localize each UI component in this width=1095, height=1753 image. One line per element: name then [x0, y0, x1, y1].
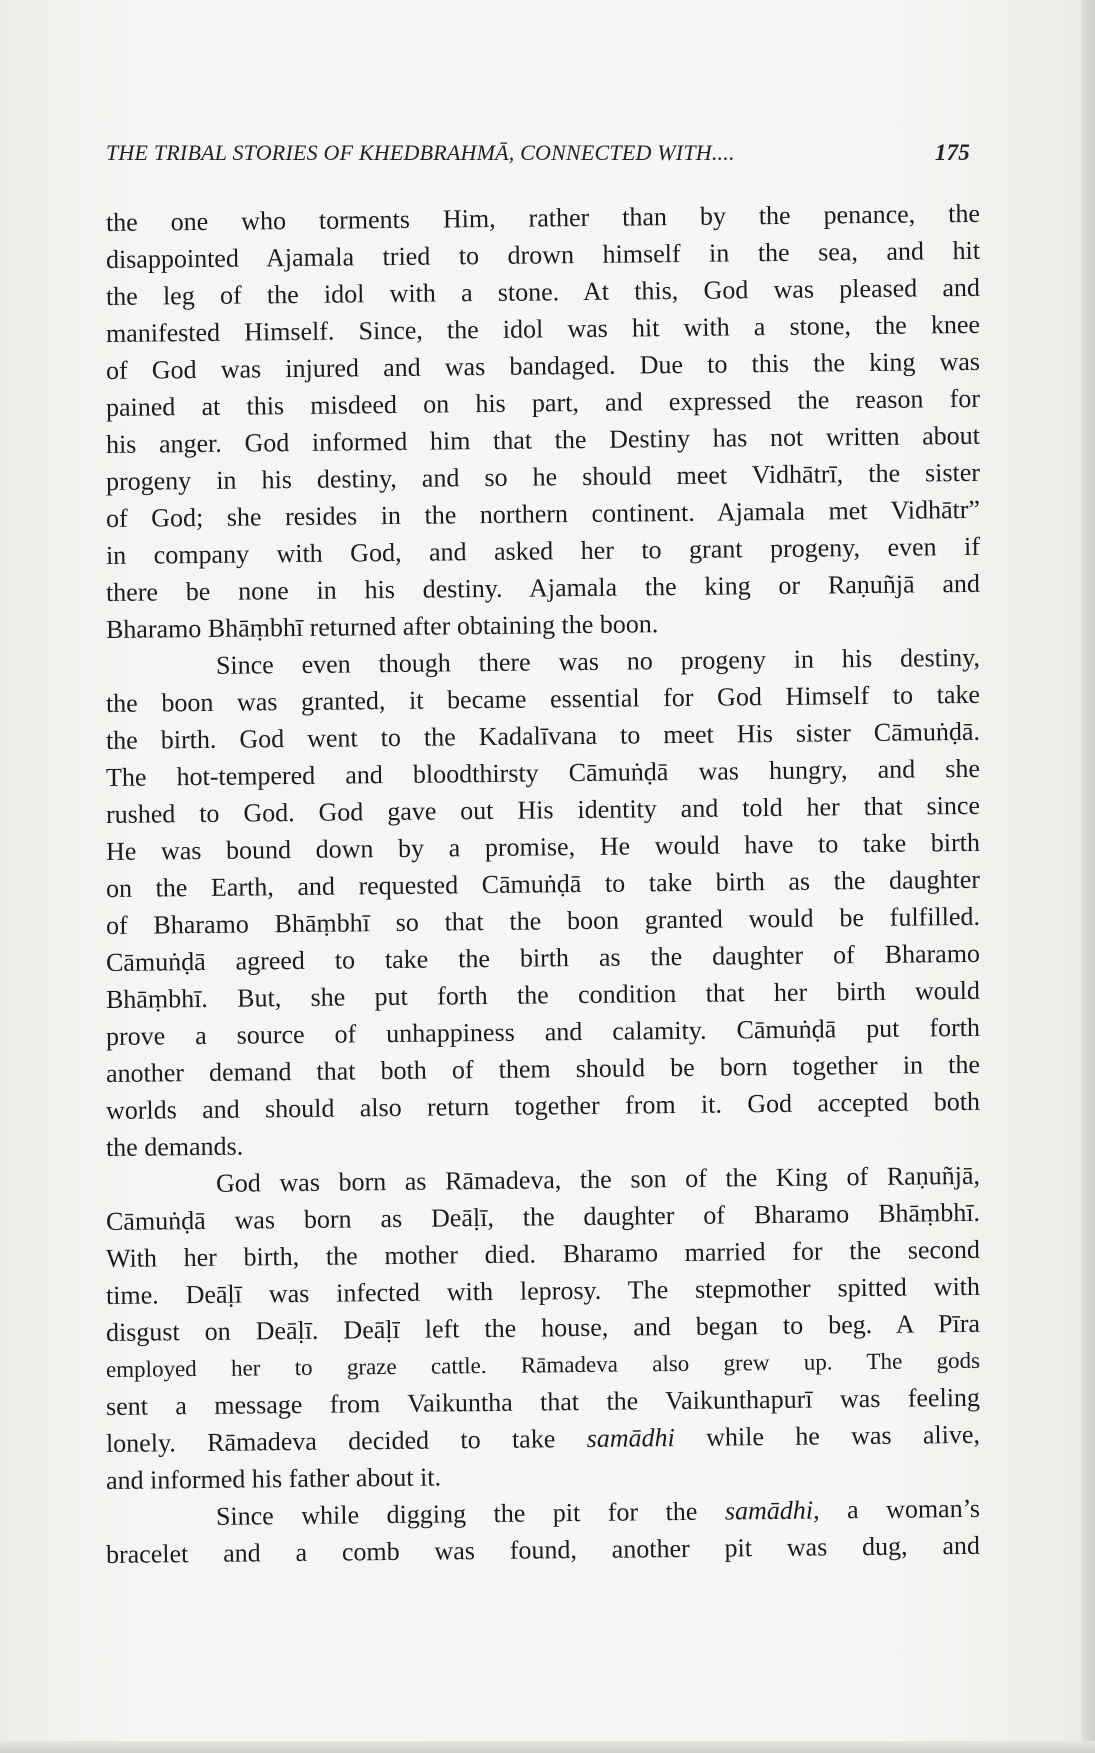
- text-line: another demand that both of them should be born together in the: [105, 1049, 981, 1088]
- text-run: Since while digging the pit for the: [215, 1496, 726, 1531]
- text-line: the one who torments Him, rather than by the penance, the: [105, 198, 981, 237]
- text-run: lonely. Rāmadeva decided to take: [105, 1423, 587, 1458]
- text-line: of God was injured and was bandaged. Due to this the king was: [105, 346, 981, 385]
- text-line: The hot-tempered and bloodthirsty Cāmuṅḍā was hungry, and she: [105, 753, 981, 792]
- text-line: Cāmuṅḍā was born as Deāḷī, the daughter of Bharamo Bhāṃbhī.: [105, 1197, 981, 1236]
- text-line: progeny in his destiny, and so he should meet Vidhātrī, the sister: [105, 457, 981, 496]
- text-run: a woman’s: [819, 1493, 981, 1525]
- text-line: prove a source of unhappiness and calamity. Cāmuṅḍā put forth: [105, 1012, 981, 1051]
- text-line: the birth. God went to the Kadalīvana to meet His sister Cāmuṅḍā.: [105, 716, 981, 755]
- running-head-title: THE TRIBAL STORIES OF KHEDBRAHMĀ, CONNECTED WITH....: [106, 140, 735, 165]
- italic-term: samādhi: [586, 1423, 675, 1453]
- text-run: while he was alive,: [674, 1419, 981, 1453]
- page-number: 175: [934, 140, 970, 165]
- page-edge-right: [1081, 0, 1095, 1753]
- body-text: [105, 198, 981, 1573]
- text-line: sent a message from Vaikuntha that the Vaikunthapurī was feeling: [105, 1382, 981, 1421]
- text-line: bracelet and a comb was found, another pit was dug, and: [105, 1530, 981, 1569]
- text-line: rushed to God. God gave out His identity and told her that since: [105, 790, 981, 829]
- text-line: disgust on Deāḷī. Deāḷī left the house, and began to beg. A Pīra: [105, 1308, 981, 1347]
- text-line: pained at this misdeed on his part, and expressed the reason for: [105, 383, 981, 422]
- text-line: disappointed Ajamala tried to drown himself in the sea, and hit: [105, 235, 981, 274]
- text-line: the boon was granted, it became essential for God Himself to take: [105, 679, 981, 718]
- text-line: Bhāṃbhī. But, she put forth the condition that her birth would: [105, 975, 981, 1014]
- text-line: the leg of the idol with a stone. At this, God was pleased and: [105, 272, 981, 311]
- text-line: Bharamo Bhāṃbhī returned after obtaining the boon.: [105, 609, 659, 644]
- text-line: of God; she resides in the northern continent. Ajamala met Vidhātr”: [105, 494, 981, 533]
- text-line: on the Earth, and requested Cāmuṅḍā to take birth as the daughter: [105, 864, 981, 903]
- text-line: the demands.: [105, 1131, 244, 1162]
- text-line: He was bound down by a promise, He would have to take birth: [105, 827, 981, 866]
- text-line: manifested Himself. Since, the idol was hit with a stone, the knee: [105, 309, 981, 348]
- text-line: Cāmuṅḍā agreed to take the birth as the daughter of Bharamo: [105, 938, 981, 977]
- page-edge-bottom: [0, 1741, 1095, 1753]
- text-line: worlds and should also return together from it. God accepted both: [105, 1086, 981, 1125]
- italic-term: samādhi,: [724, 1495, 820, 1526]
- text-line: With her birth, the mother died. Bharamo married for the second: [105, 1234, 981, 1273]
- text-line: his anger. God informed him that the Destiny has not written about: [105, 420, 981, 459]
- text-line: there be none in his destiny. Ajamala the king or Raṇuñjā and: [105, 568, 981, 607]
- text-line: and informed his father about it.: [105, 1462, 442, 1495]
- paragraph-first-line: God was born as Rāmadeva, the son of the King of Raṇuñjā,: [215, 1160, 981, 1198]
- text-line: employed her to graze cattle. Rāmadeva also grew up. The gods: [105, 1347, 981, 1382]
- paragraph-first-line: Since even though there was no progeny in his destiny,: [215, 642, 981, 680]
- text-line: in company with God, and asked her to grant progeny, even if: [105, 531, 981, 570]
- text-line: of Bharamo Bhāṃbhī so that the boon granted would be fulfilled.: [105, 901, 981, 940]
- text-line: time. Deāḷī was infected with leprosy. The stepmother spitted with: [105, 1271, 981, 1310]
